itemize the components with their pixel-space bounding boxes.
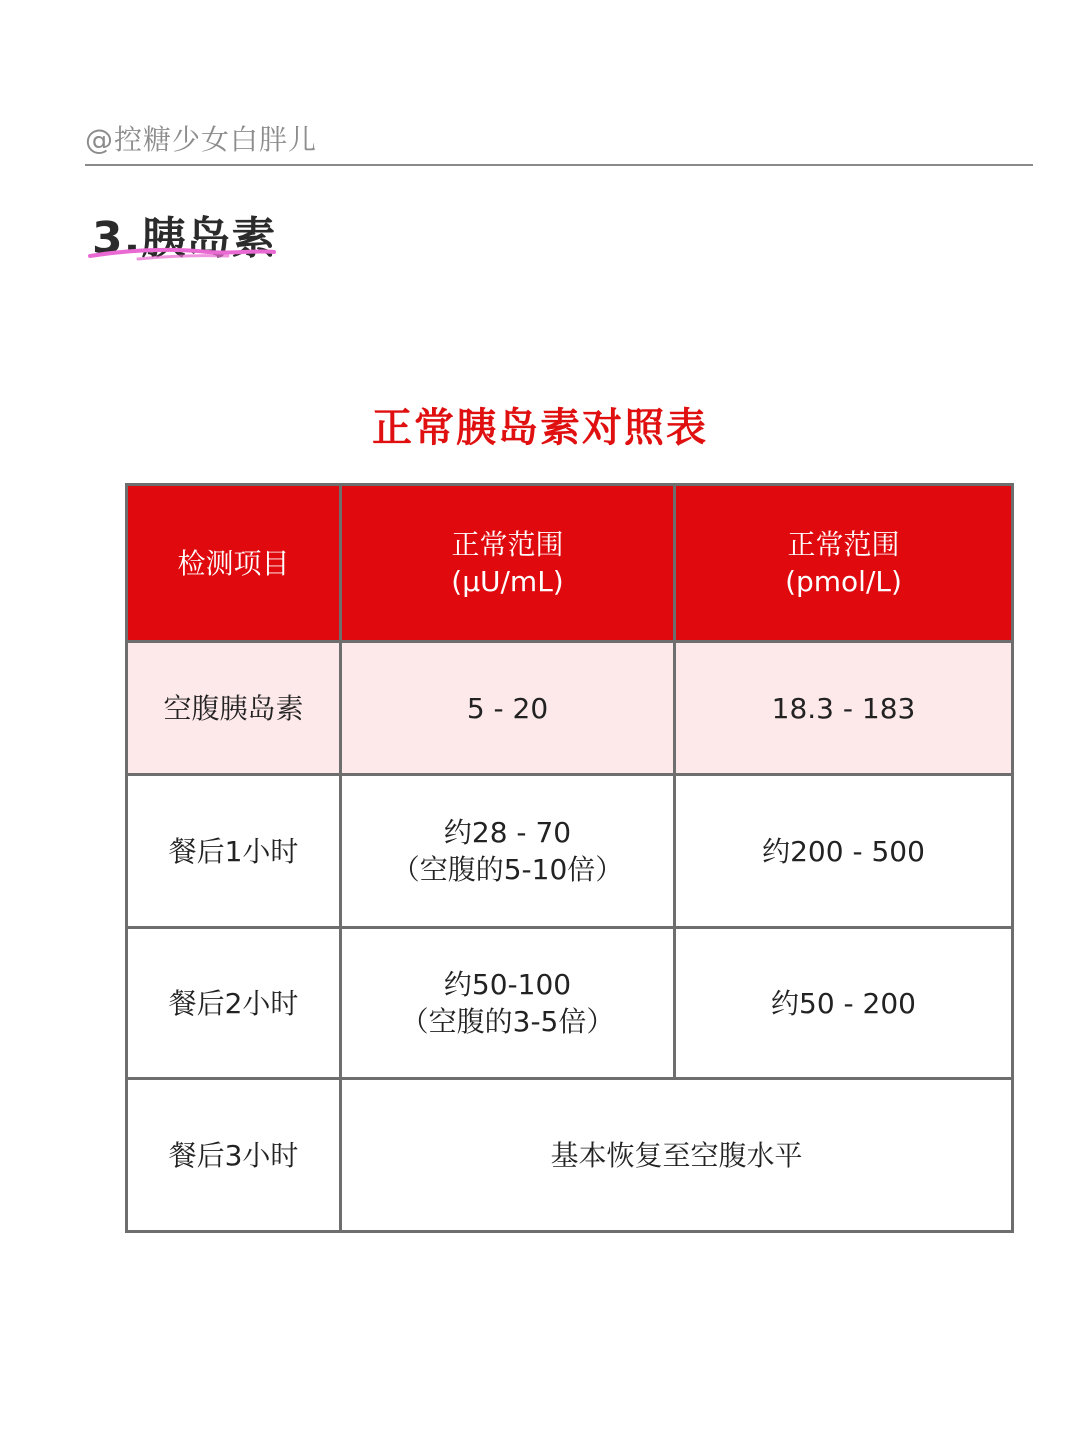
row-value-uU: [341, 775, 675, 928]
header-unit: (pmol/L): [785, 565, 902, 598]
table-row: [127, 775, 1013, 928]
row-item-label: 餐后2小时: [127, 928, 341, 1079]
table-row: [127, 928, 1013, 1079]
author-divider: [85, 164, 1033, 166]
author-handle: @控糖少女白胖儿: [85, 123, 318, 156]
table-row: [127, 1079, 1013, 1232]
value-range: 5 - 20: [466, 691, 549, 725]
header-label: 检测项目: [177, 546, 290, 580]
header-label: 正常范围: [787, 528, 900, 561]
row-item-label: 空腹胰岛素: [127, 642, 341, 775]
row-value-uU: [341, 642, 675, 775]
insulin-reference-table: [125, 483, 1014, 1233]
row-value-uU: [341, 928, 675, 1079]
header-cell-uU: [341, 485, 675, 642]
header-label: 正常范围: [451, 528, 564, 561]
table-row: [127, 642, 1013, 775]
title-highlight-underline: [88, 244, 278, 264]
row-value-pmol: 约50 - 200: [675, 928, 1013, 1079]
row-item-label: 餐后1小时: [127, 775, 341, 928]
table-header-row: [127, 485, 1013, 642]
header-unit: (μU/mL): [451, 565, 564, 598]
value-note: （空腹的5-10倍）: [391, 853, 624, 886]
section-title: 3.胰岛素: [92, 213, 277, 264]
header-cell-item: [127, 485, 341, 642]
row-item-label: 餐后3小时: [127, 1079, 341, 1232]
value-note: （空腹的3-5倍）: [400, 1005, 615, 1038]
row-value-merged: 基本恢复至空腹水平: [341, 1079, 1013, 1232]
row-value-pmol: 18.3 - 183: [675, 642, 1013, 775]
header-cell-pmol: [675, 485, 1013, 642]
value-range: 约50-100: [443, 968, 572, 1001]
row-value-pmol: 约200 - 500: [675, 775, 1013, 928]
value-range: 约28 - 70: [443, 816, 572, 849]
table-title: 正常胰岛素对照表: [372, 405, 708, 451]
